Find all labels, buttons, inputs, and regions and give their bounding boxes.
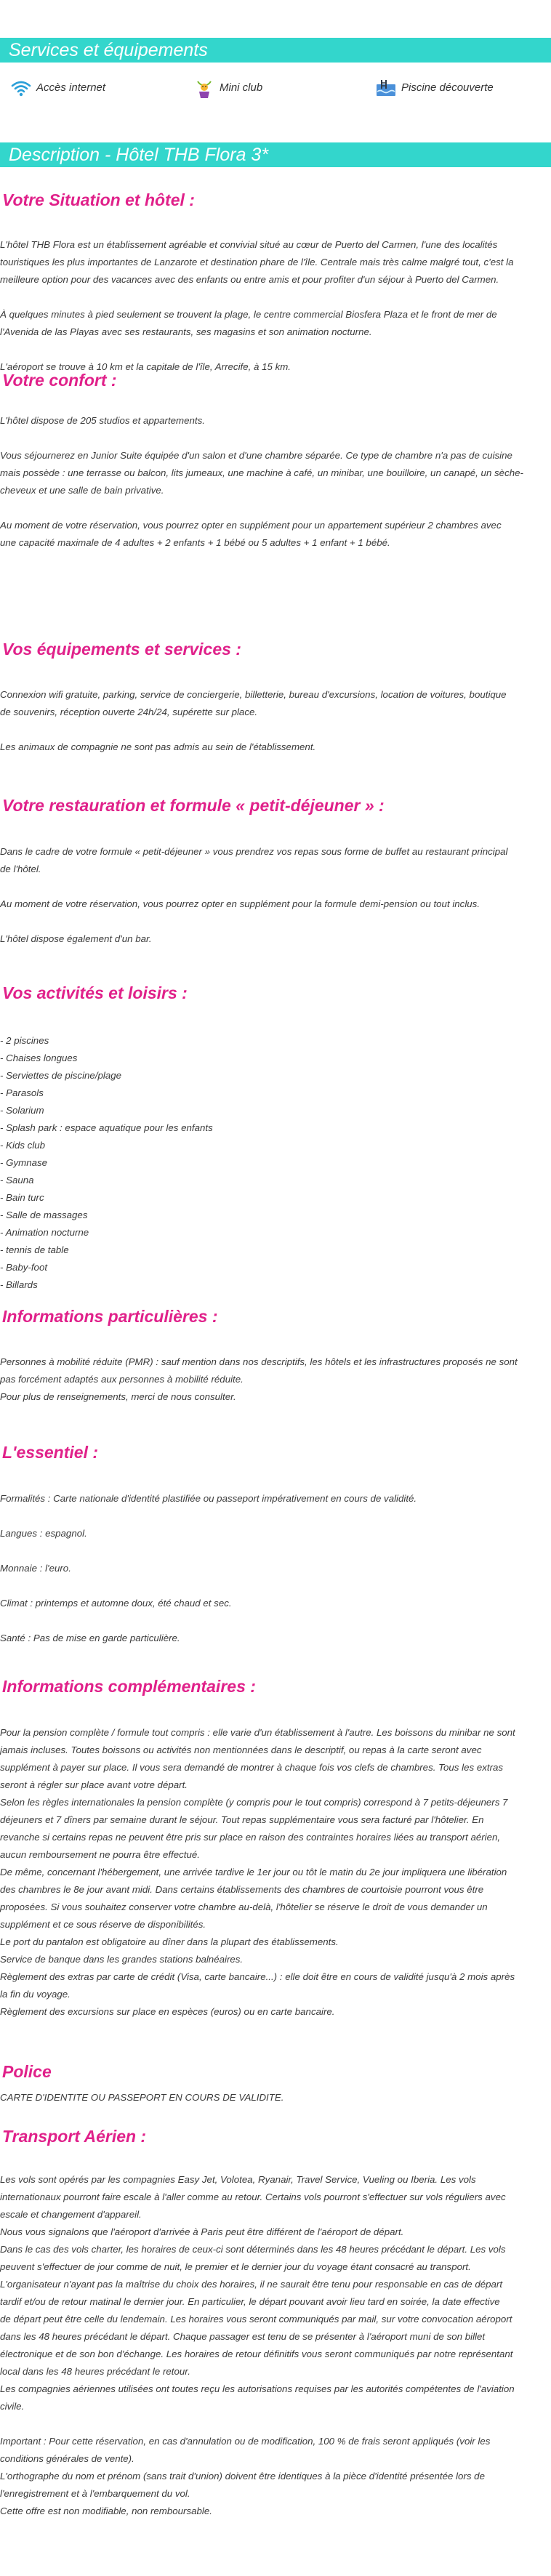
text-line: Dans le cadre de votre formule « petit-déjeuner » vous prendrez vos repas sous forme de buffet au restaurant principal bbox=[0, 846, 508, 857]
text-line: de l'hôtel. bbox=[0, 864, 41, 874]
situation-heading: Votre Situation et hôtel : bbox=[2, 190, 195, 209]
text-line: tardif et/ou de retour matinal le dernier jour. En particulier, le départ pouvant avoir lieu tard en soirée, la date effective bbox=[0, 2296, 500, 2307]
text-line: Pour plus de renseignements, merci de nous consulter. bbox=[0, 1391, 236, 1402]
text-line: meilleure option pour des vacances avec des enfants ou entre amis et pour profiter d'un séjour à Puerto del Carmen. bbox=[0, 274, 499, 285]
text-line: - Sauna bbox=[0, 1175, 34, 1186]
amenity-label: Piscine découverte bbox=[401, 81, 494, 94]
text-line: - Splash park : espace aquatique pour les enfants bbox=[0, 1122, 213, 1133]
pool-icon bbox=[375, 79, 397, 97]
text-line: L'hôtel dispose également d'un bar. bbox=[0, 933, 152, 944]
complementaires-heading: Informations complémentaires : bbox=[2, 1677, 256, 1696]
text-line: proposées. Si vous souhaitez conserver votre chambre au-delà, l'hôtelier se réserve le droit de vous demander un bbox=[0, 1901, 488, 1912]
text-line: Personnes à mobilité réduite (PMR) : sauf mention dans nos descriptifs, les hôtels et les infrastructures proposés ne sont bbox=[0, 1356, 518, 1367]
text-line bbox=[0, 721, 544, 738]
wifi-icon bbox=[10, 79, 32, 97]
text-line: Connexion wifi gratuite, parking, service de conciergerie, billetterie, bureau d'excursions, location de voitures, boutique bbox=[0, 689, 507, 700]
text-line: Monnaie : l'euro. bbox=[0, 1563, 71, 1574]
text-line bbox=[0, 1612, 544, 1630]
amenity-label: Accès internet bbox=[36, 81, 106, 94]
text-line: L'orthographe du nom et prénom (sans trait d'union) doivent être identiques à la pièce d'identité présentée lors de bbox=[0, 2471, 485, 2482]
text-line: supplément à payer sur place. Il vous sera demandé de montrer à chaque fois vos clefs de chambres. Tous les extras bbox=[0, 1762, 504, 1773]
text-line: Dans le cas des vols charter, les horaires de ceux-ci sont déterminés dans les 48 heures précédant le départ. Les vols bbox=[0, 2244, 506, 2255]
text-line: dans les 48 heures précédant le départ. Chaque passager est tenu de se présenter à l'aéroport muni de son billet bbox=[0, 2331, 486, 2342]
police-heading: Police bbox=[2, 2062, 52, 2081]
restauration-heading: Votre restauration et formule « petit-déjeuner » : bbox=[2, 796, 385, 815]
text-line: la fin du voyage. bbox=[0, 1989, 71, 2000]
text-line: Règlement des extras par carte de crédit (Visa, carte bancaire...) : elle doit être en cours de validité jusqu'à 2 mois après bbox=[0, 1971, 515, 1982]
particulieres-text bbox=[0, 1353, 544, 1406]
text-line: peuvent s'effectuer de jour comme de nuit, le premier et le dernier jour du voyage étant consacré au transport. bbox=[0, 2261, 471, 2272]
text-line: Selon les règles internationales la pension complète (y compris pour le tout compris) correspond à 7 petits-déjeuners 7 bbox=[0, 1797, 508, 1808]
text-line: - Baby-foot bbox=[0, 1262, 48, 1273]
equipements-heading: Vos équipements et services : bbox=[2, 640, 241, 659]
text-line: Langues : espagnol. bbox=[0, 1528, 87, 1539]
text-line: - Animation nocturne bbox=[0, 1227, 89, 1238]
confort-heading: Votre confort : bbox=[2, 371, 117, 390]
essentiel-heading: L'essentiel : bbox=[2, 1443, 99, 1462]
text-line: électronique et de son bon d'échange. Les horaires de retour définitifs vous seront communiqués par notre représentant bbox=[0, 2348, 513, 2359]
text-line: Le port du pantalon est obligatoire au dîner dans la plupart des établissements. bbox=[0, 1936, 339, 1947]
text-line: - Serviettes de piscine/plage bbox=[0, 1070, 122, 1081]
text-line: Santé : Pas de mise en garde particulière. bbox=[0, 1633, 180, 1643]
text-line: Climat : printemps et automne doux, été chaud et sec. bbox=[0, 1598, 232, 1609]
essentiel-text bbox=[0, 1490, 544, 1647]
text-line bbox=[0, 1508, 544, 1525]
text-line: Service de banque dans les grandes stations balnéaires. bbox=[0, 1954, 244, 1965]
text-line: déjeuners et 7 dîners par semaine durant le séjour. Tout repas supplémentaire vous sera facturé par l'hôtelier. En bbox=[0, 1814, 484, 1825]
text-line bbox=[0, 341, 544, 358]
text-line: L'hôtel dispose de 205 studios et appartements. bbox=[0, 415, 205, 426]
text-line bbox=[0, 430, 544, 447]
text-line: - Solarium bbox=[0, 1105, 44, 1116]
text-line: - tennis de table bbox=[0, 1244, 69, 1255]
text-line: - Chaises longues bbox=[0, 1052, 78, 1063]
complementaires-text bbox=[0, 1724, 544, 2021]
text-line: Les vols sont opérés par les compagnies Easy Jet, Volotea, Ryanair, Travel Service, Vueling ou Iberia. Les vols bbox=[0, 2174, 476, 2185]
activites-list bbox=[0, 1032, 544, 1294]
text-line: Au moment de votre réservation, vous pourrez opter en supplément pour un appartement supérieur 2 chambres avec bbox=[0, 520, 502, 531]
text-line: cheveux et une salle de bain privative. bbox=[0, 485, 164, 496]
text-line: supplément et ce sous réserve de disponibilités. bbox=[0, 1919, 206, 1930]
text-line: l'Avenida de las Playas avec ses restaurants, ses magasins et son animation nocturne. bbox=[0, 326, 372, 337]
text-line: Vous séjournerez en Junior Suite équipée d'un salon et d'une chambre séparée. Ce type de chambre n'a pas de cuisine bbox=[0, 450, 512, 461]
text-line: mais possède : une terrasse ou balcon, lits jumeaux, une machine à café, un minibar, une bouilloire, un canapé, un sèche- bbox=[0, 467, 523, 478]
text-line: - Salle de massages bbox=[0, 1209, 88, 1220]
text-line bbox=[0, 2415, 544, 2433]
text-line: Les compagnies aériennes utilisées ont toutes reçu les autorisations requises par les autorités compétentes de l'aviation bbox=[0, 2383, 515, 2394]
text-line: touristiques les plus importantes de Lanzarote et destination phare de l'île. Centrale mais très calme malgré tout, c'est la bbox=[0, 257, 514, 267]
transport-heading: Transport Aérien : bbox=[2, 2127, 147, 2146]
text-line bbox=[0, 289, 544, 306]
text-line: Important : Pour cette réservation, en cas d'annulation ou de modification, 100 % de frais seront appliqués (voir les bbox=[0, 2436, 491, 2447]
text-line: CARTE D'IDENTITE OU PASSEPORT EN COURS DE VALIDITE. bbox=[0, 2092, 284, 2103]
text-line: Nous vous signalons que l'aéroport d'arrivée à Paris peut être différent de l'aéroport de départ. bbox=[0, 2226, 404, 2237]
situation-text bbox=[0, 236, 544, 376]
text-line: - Billards bbox=[0, 1279, 38, 1290]
text-line: L'hôtel THB Flora est un établissement agréable et convivial situé au cœur de Puerto del Carmen, l'une des localités bbox=[0, 239, 498, 250]
text-line: Formalités : Carte nationale d'identité plastifiée ou passeport impérativement en cours de validité. bbox=[0, 1493, 417, 1504]
text-line: des chambres le 8e jour avant midi. Dans certains établissements des chambres de courtoisie pourront vous être bbox=[0, 1884, 484, 1895]
text-line: civile. bbox=[0, 2401, 25, 2412]
text-line: - Parasols bbox=[0, 1087, 44, 1098]
services-title-bar bbox=[0, 38, 551, 63]
particulieres-heading: Informations particulières : bbox=[2, 1307, 218, 1326]
text-line: conditions générales de vente). bbox=[0, 2453, 134, 2464]
description-title: Description - Hôtel THB Flora 3* bbox=[9, 145, 269, 165]
transport-text bbox=[0, 2171, 544, 2520]
text-line: Les animaux de compagnie ne sont pas admis au sein de l'établissement. bbox=[0, 741, 316, 752]
text-line: escale et changement d'appareil. bbox=[0, 2209, 142, 2220]
text-line: - Bain turc bbox=[0, 1192, 44, 1203]
amenity-label: Mini club bbox=[220, 81, 263, 94]
text-line: aucun remboursement ne pourra être effectué. bbox=[0, 1849, 200, 1860]
text-line: L'organisateur n'ayant pas la maîtrise du choix des horaires, il ne saurait être tenu pour responsable en cas de départ bbox=[0, 2279, 503, 2290]
mini-club-icon bbox=[193, 79, 215, 99]
text-line: jamais incluses. Toutes boissons ou activités non mentionnées dans le descriptif, ou repas à la carte seront avec bbox=[0, 1744, 482, 1755]
text-line: Au moment de votre réservation, vous pourrez opter en supplément pour la formule demi-pension ou tout inclus. bbox=[0, 898, 480, 909]
text-line bbox=[0, 1542, 544, 1560]
services-title: Services et équipements bbox=[9, 40, 208, 60]
text-line bbox=[0, 499, 544, 517]
text-line: l'enregistrement et à l'embarquement du vol. bbox=[0, 2488, 190, 2499]
text-line: de départ peut être celle du lendemain. Les horaires vous seront communiqués par mail, sur votre convocation aéroport bbox=[0, 2314, 512, 2325]
restauration-text bbox=[0, 843, 544, 948]
text-line: de souvenirs, réception ouverte 24h/24, supérette sur place. bbox=[0, 707, 258, 717]
text-line: L'aéroport se trouve à 10 km et la capitale de l'île, Arrecife, à 15 km. bbox=[0, 361, 291, 372]
confort-text bbox=[0, 412, 544, 552]
text-line: local dans les 48 heures précédant le retour. bbox=[0, 2366, 190, 2377]
text-line: internationaux pourront faire escale à l'aller comme au retour. Certains vols pourront s'effectuer sur vols réguliers avec bbox=[0, 2191, 506, 2202]
text-line bbox=[0, 1577, 544, 1595]
text-line: Pour la pension complète / formule tout compris : elle varie d'un établissement à l'autre. Les boissons du minibar ne sont bbox=[0, 1727, 515, 1738]
police-text bbox=[0, 2089, 544, 2106]
text-line: À quelques minutes à pied seulement se trouvent la plage, le centre commercial Biosfera Plaza et le front de mer de bbox=[0, 309, 497, 320]
equipements-text bbox=[0, 686, 544, 756]
text-line: seront à régler sur place avant votre départ. bbox=[0, 1779, 188, 1790]
text-line: Règlement des excursions sur place en espèces (euros) ou en carte bancaire. bbox=[0, 2006, 335, 2017]
text-line: revanche si certains repas ne peuvent être pris sur place en raison des contraintes horaires liées au transport aérien, bbox=[0, 1832, 501, 1843]
text-line: De même, concernant l'hébergement, une arrivée tardive le 1er jour ou tôt le matin du 2e jour impliquera une libération bbox=[0, 1867, 507, 1877]
text-line: pas forcément adaptés aux personnes à mobilité réduite. bbox=[0, 1374, 244, 1385]
text-line: - Kids club bbox=[0, 1140, 46, 1151]
description-title-bar bbox=[0, 142, 551, 167]
activites-heading: Vos activités et loisirs : bbox=[2, 983, 188, 1002]
text-line: une capacité maximale de 4 adultes + 2 enfants + 1 bébé ou 5 adultes + 1 enfant + 1 bébé. bbox=[0, 537, 390, 548]
text-line: Cette offre est non modifiable, non remboursable. bbox=[0, 2505, 212, 2516]
text-line bbox=[0, 878, 544, 895]
text-line: - Gymnase bbox=[0, 1157, 48, 1168]
text-line bbox=[0, 913, 544, 930]
text-line: - 2 piscines bbox=[0, 1035, 49, 1046]
